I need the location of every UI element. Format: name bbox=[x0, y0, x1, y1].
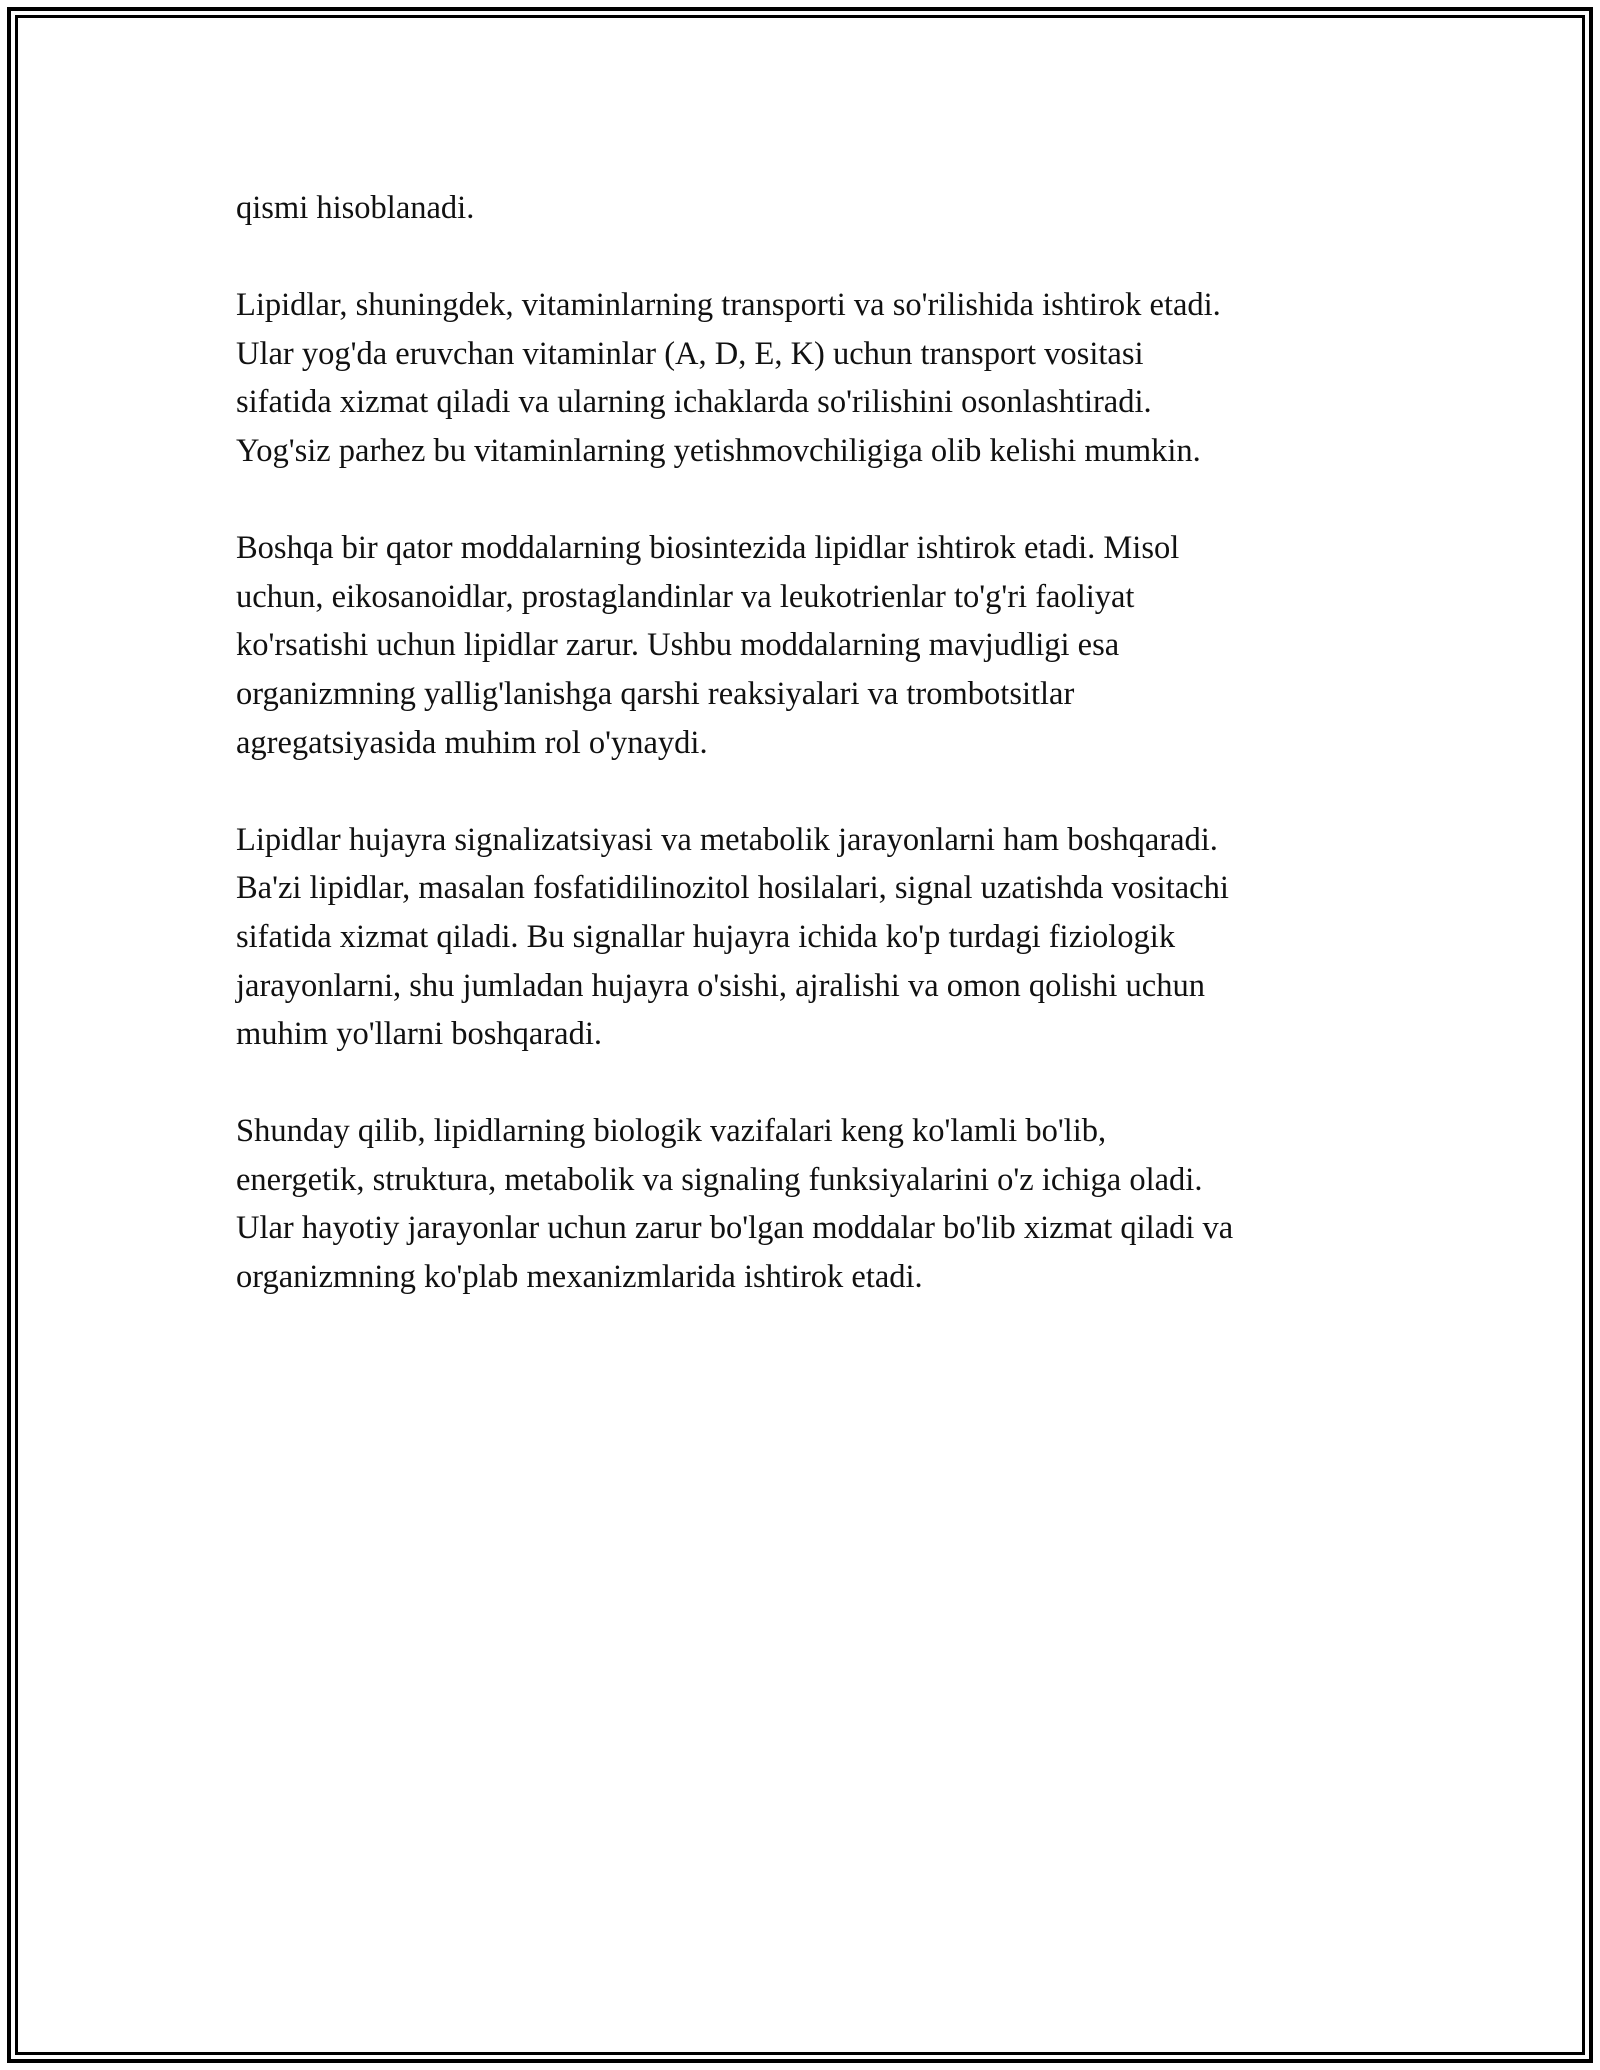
paragraph bbox=[236, 184, 1416, 233]
text-line: Ular hayotiy jarayonlar uchun zarur bo'lgan moddalar bo'lib xizmat qiladi va bbox=[236, 1210, 1234, 1247]
text-line: muhim yo'llarni boshqaradi. bbox=[236, 1016, 603, 1053]
text-line: sifatida xizmat qiladi. Bu signallar hujayra ichida ko'p turdagi fiziologik bbox=[236, 918, 1176, 955]
text-line: Lipidlar hujayra signalizatsiyasi va metabolik jarayonlarni ham boshqaradi. bbox=[236, 821, 1218, 858]
document-body bbox=[236, 184, 1416, 1350]
text-line: organizmning ko'plab mexanizmlarida ishtirok etadi. bbox=[236, 1259, 923, 1296]
text-line: agregatsiyasida muhim rol o'ynaydi. bbox=[236, 724, 708, 761]
text-line: Lipidlar, shuningdek, vitaminlarning transporti va so'rilishida ishtirok etadi. bbox=[236, 287, 1221, 324]
text-line: uchun, eikosanoidlar, prostaglandinlar va leukotrienlar to'g'ri faoliyat bbox=[236, 578, 1135, 615]
text-line: Boshqa bir qator moddalarning biosintezida lipidlar ishtirok etadi. Misol bbox=[236, 530, 1180, 567]
text-line: jarayonlarni, shu jumladan hujayra o'sishi, ajralishi va omon qolishi uchun bbox=[236, 967, 1205, 1004]
text-line: Ular yog'da eruvchan vitaminlar (A, D, E, K) uchun transport vositasi bbox=[236, 335, 1144, 372]
text-line: energetik, struktura, metabolik va signaling funksiyalarini o'z ichiga oladi. bbox=[236, 1161, 1203, 1198]
text-line: Shunday qilib, lipidlarning biologik vazifalari keng ko'lamli bo'lib, bbox=[236, 1113, 1107, 1150]
paragraph bbox=[236, 524, 1416, 767]
text-line: qismi hisoblanadi. bbox=[236, 190, 475, 226]
text-line: organizmning yallig'lanishga qarshi reaksiyalari va trombotsitlar bbox=[236, 675, 1075, 712]
paragraph bbox=[236, 816, 1416, 1059]
text-line: sifatida xizmat qiladi va ularning ichaklarda so'rilishini osonlashtiradi. bbox=[236, 384, 1152, 421]
text-line: Ba'zi lipidlar, masalan fosfatidilinozitol hosilalari, signal uzatishda vositachi bbox=[236, 870, 1229, 907]
text-line: Yog'siz parhez bu vitaminlarning yetishmovchiligiga olib kelishi mumkin. bbox=[236, 432, 1201, 469]
text-line: ko'rsatishi uchun lipidlar zarur. Ushbu moddalarning mavjudligi esa bbox=[236, 627, 1120, 664]
paragraph bbox=[236, 281, 1416, 475]
paragraph bbox=[236, 1107, 1416, 1301]
